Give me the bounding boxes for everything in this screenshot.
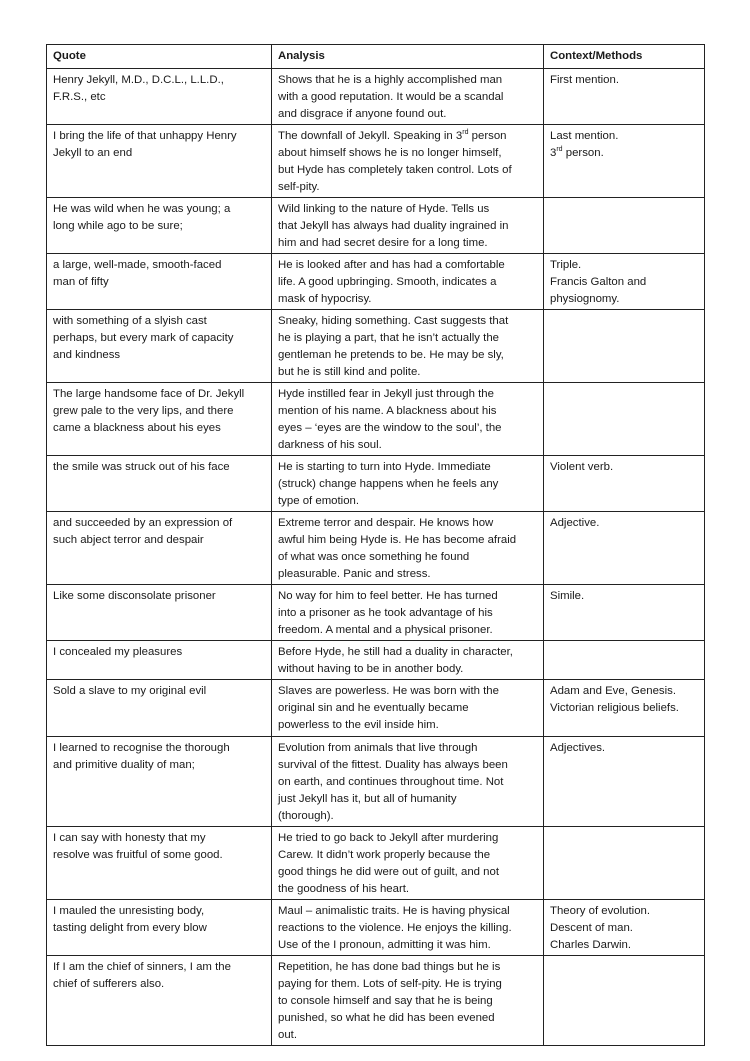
table-row bbox=[47, 900, 705, 956]
cell-line: First mention. bbox=[550, 74, 619, 86]
cell-line: (struck) change happens when he feels any bbox=[278, 478, 499, 490]
cell-line: He is looked after and has had a comfortable bbox=[278, 259, 505, 271]
table-row bbox=[47, 69, 705, 125]
cell-line: about himself shows he is no longer himself, bbox=[278, 147, 502, 159]
context-cell bbox=[544, 737, 705, 827]
cell-line: grew pale to the very lips, and there bbox=[53, 405, 234, 417]
context-cell bbox=[544, 641, 705, 680]
cell-line: The downfall of Jekyll. Speaking in 3rd person bbox=[278, 129, 507, 142]
cell-line: and disgrace if anyone found out. bbox=[278, 108, 447, 120]
quote-cell bbox=[47, 641, 272, 680]
table-row bbox=[47, 585, 705, 641]
cell-line: with something of a slyish cast bbox=[53, 315, 207, 327]
cell-line: Sneaky, hiding something. Cast suggests that bbox=[278, 315, 509, 327]
cell-line: such abject terror and despair bbox=[53, 534, 204, 546]
cell-line: Carew. It didn’t work properly because the bbox=[278, 849, 491, 861]
analysis-cell bbox=[272, 956, 544, 1046]
cell-line: Jekyll to an end bbox=[53, 147, 133, 159]
context-cell bbox=[544, 310, 705, 383]
table-row bbox=[47, 680, 705, 737]
context-cell bbox=[544, 585, 705, 641]
cell-line: Like some disconsolate prisoner bbox=[53, 590, 216, 602]
cell-line: Evolution from animals that live through bbox=[278, 742, 478, 754]
cell-line: eyes – ‘eyes are the window to the soul’, the bbox=[278, 422, 502, 434]
cell-line: Before Hyde, he still had a duality in character, bbox=[278, 646, 513, 658]
cell-line: out. bbox=[278, 1029, 297, 1041]
cell-line: came a blackness about his eyes bbox=[53, 422, 221, 434]
cell-line: Henry Jekyll, M.D., D.C.L., L.L.D., bbox=[53, 74, 224, 86]
cell-line: He is starting to turn into Hyde. Immediate bbox=[278, 461, 491, 473]
cell-line: survival of the fittest. Duality has always been bbox=[278, 759, 508, 771]
cell-line: No way for him to feel better. He has turned bbox=[278, 590, 498, 602]
cell-line: the goodness of his heart. bbox=[278, 883, 410, 895]
cell-line: mask of hypocrisy. bbox=[278, 293, 372, 305]
cell-line: F.R.S., etc bbox=[53, 91, 106, 103]
table-row bbox=[47, 641, 705, 680]
quote-cell bbox=[47, 585, 272, 641]
cell-line: with a good reputation. It would be a scandal bbox=[278, 91, 504, 103]
table-row bbox=[47, 827, 705, 900]
cell-line: chief of sufferers also. bbox=[53, 978, 165, 990]
cell-line: but Hyde has completely taken control. Lots of bbox=[278, 164, 512, 176]
cell-line: but he is still kind and polite. bbox=[278, 366, 421, 378]
analysis-cell bbox=[272, 383, 544, 456]
cell-line: I mauled the unresisting body, bbox=[53, 905, 205, 917]
cell-line: perhaps, but every mark of capacity bbox=[53, 332, 234, 344]
quote-cell bbox=[47, 198, 272, 254]
context-cell bbox=[544, 383, 705, 456]
analysis-cell bbox=[272, 254, 544, 310]
quote-cell bbox=[47, 512, 272, 585]
cell-line: Sold a slave to my original evil bbox=[53, 685, 207, 697]
context-cell bbox=[544, 125, 705, 198]
cell-line: Adjective. bbox=[550, 517, 600, 529]
cell-line: long while ago to be sure; bbox=[53, 220, 183, 232]
cell-line: self-pity. bbox=[278, 181, 320, 193]
cell-line: If I am the chief of sinners, I am the bbox=[53, 961, 231, 973]
cell-line: Descent of man. bbox=[550, 922, 633, 934]
cell-line: tasting delight from every blow bbox=[53, 922, 207, 934]
context-cell bbox=[544, 69, 705, 125]
cell-line: to console himself and say that he is being bbox=[278, 995, 493, 1007]
table-row bbox=[47, 310, 705, 383]
cell-line: that Jekyll has always had duality ingrained in bbox=[278, 220, 509, 232]
context-cell bbox=[544, 456, 705, 512]
cell-line: The large handsome face of Dr. Jekyll bbox=[53, 388, 245, 400]
cell-line: physiognomy. bbox=[550, 293, 620, 305]
context-cell bbox=[544, 956, 705, 1046]
cell-line: the smile was struck out of his face bbox=[53, 461, 230, 473]
quote-cell bbox=[47, 680, 272, 737]
context-cell bbox=[544, 198, 705, 254]
cell-line: I concealed my pleasures bbox=[53, 646, 183, 658]
context-cell bbox=[544, 827, 705, 900]
cell-line: gentleman he pretends to be. He may be sly, bbox=[278, 349, 504, 361]
analysis-cell bbox=[272, 900, 544, 956]
cell-line: type of emotion. bbox=[278, 495, 360, 507]
quote-cell bbox=[47, 254, 272, 310]
cell-line: He was wild when he was young; a bbox=[53, 203, 231, 215]
analysis-cell bbox=[272, 737, 544, 827]
cell-line: Hyde instilled fear in Jekyll just through the bbox=[278, 388, 494, 400]
cell-line: Charles Darwin. bbox=[550, 939, 632, 951]
quote-cell bbox=[47, 956, 272, 1046]
table-row bbox=[47, 512, 705, 585]
header-context: Context/Methods bbox=[544, 45, 705, 69]
cell-line: on earth, and continues throughout time. Not bbox=[278, 776, 504, 788]
context-cell bbox=[544, 512, 705, 585]
analysis-cell bbox=[272, 69, 544, 125]
cell-line: Simile. bbox=[550, 590, 585, 602]
analysis-cell bbox=[272, 456, 544, 512]
quote-cell bbox=[47, 310, 272, 383]
analysis-cell bbox=[272, 512, 544, 585]
analysis-cell bbox=[272, 827, 544, 900]
cell-line: life. A good upbringing. Smooth, indicates a bbox=[278, 276, 497, 288]
cell-line: Shows that he is a highly accomplished man bbox=[278, 74, 503, 86]
cell-line: resolve was fruitful of some good. bbox=[53, 849, 223, 861]
analysis-cell bbox=[272, 680, 544, 737]
cell-line: punished, so what he did has been evened bbox=[278, 1012, 495, 1024]
cell-line: Adjectives. bbox=[550, 742, 606, 754]
cell-line: Victorian religious beliefs. bbox=[550, 702, 679, 714]
cell-line: and primitive duality of man; bbox=[53, 759, 195, 771]
context-cell bbox=[544, 900, 705, 956]
cell-line: freedom. A mental and a physical prisoner. bbox=[278, 624, 493, 636]
cell-line: Maul – animalistic traits. He is having physical bbox=[278, 905, 510, 917]
cell-line: Adam and Eve, Genesis. bbox=[550, 685, 676, 697]
cell-line: powerless to the evil inside him. bbox=[278, 719, 439, 731]
cell-line: pleasurable. Panic and stress. bbox=[278, 568, 431, 580]
cell-line: Wild linking to the nature of Hyde. Tells us bbox=[278, 203, 490, 215]
context-cell bbox=[544, 254, 705, 310]
quote-cell bbox=[47, 827, 272, 900]
cell-line: him and had secret desire for a long time. bbox=[278, 237, 488, 249]
cell-line: mention of his name. A blackness about his bbox=[278, 405, 497, 417]
cell-line: Extreme terror and despair. He knows how bbox=[278, 517, 494, 529]
cell-line: Francis Galton and bbox=[550, 276, 647, 288]
table-header-row bbox=[47, 45, 705, 69]
cell-line: I bring the life of that unhappy Henry bbox=[53, 130, 237, 142]
analysis-cell bbox=[272, 198, 544, 254]
cell-line: just Jekyll has it, but all of humanity bbox=[278, 793, 457, 805]
quote-cell bbox=[47, 125, 272, 198]
table-row bbox=[47, 198, 705, 254]
cell-line: man of fifty bbox=[53, 276, 109, 288]
cell-line: Repetition, he has done bad things but he is bbox=[278, 961, 501, 973]
cell-line: Theory of evolution. bbox=[550, 905, 651, 917]
table-row bbox=[47, 956, 705, 1046]
cell-line: Triple. bbox=[550, 259, 582, 271]
table-row bbox=[47, 456, 705, 512]
cell-line: a large, well-made, smooth-faced bbox=[53, 259, 222, 271]
table-body bbox=[47, 69, 705, 1046]
cell-line: Last mention. bbox=[550, 130, 619, 142]
cell-line: and kindness bbox=[53, 349, 121, 361]
cell-line: into a prisoner as he took advantage of his bbox=[278, 607, 493, 619]
header-quote: Quote bbox=[47, 45, 272, 69]
cell-line: Violent verb. bbox=[550, 461, 614, 473]
cell-line: 3rd person. bbox=[550, 146, 604, 159]
quote-cell bbox=[47, 900, 272, 956]
cell-line: good things he did were out of guilt, and not bbox=[278, 866, 500, 878]
cell-line: (thorough). bbox=[278, 810, 334, 822]
analysis-cell bbox=[272, 310, 544, 383]
quote-cell bbox=[47, 737, 272, 827]
table-row bbox=[47, 737, 705, 827]
cell-line: I learned to recognise the thorough bbox=[53, 742, 230, 754]
cell-line: Use of the I pronoun, admitting it was him. bbox=[278, 939, 491, 951]
cell-line: without having to be in another body. bbox=[278, 663, 464, 675]
cell-line: I can say with honesty that my bbox=[53, 832, 206, 844]
table-row bbox=[47, 383, 705, 456]
quote-analysis-table bbox=[46, 44, 705, 1046]
cell-line: darkness of his soul. bbox=[278, 439, 382, 451]
analysis-cell bbox=[272, 641, 544, 680]
cell-line: paying for them. Lots of self-pity. He is trying bbox=[278, 978, 502, 990]
cell-line: and succeeded by an expression of bbox=[53, 517, 233, 529]
table-row bbox=[47, 254, 705, 310]
quote-cell bbox=[47, 456, 272, 512]
cell-line: he is playing a part, that he isn’t actually the bbox=[278, 332, 499, 344]
cell-line: Slaves are powerless. He was born with the bbox=[278, 685, 499, 697]
cell-line: original sin and he eventually became bbox=[278, 702, 469, 714]
table-row bbox=[47, 125, 705, 198]
cell-line: reactions to the violence. He enjoys the killing. bbox=[278, 922, 512, 934]
cell-line: awful him being Hyde is. He has become afraid bbox=[278, 534, 517, 546]
analysis-cell bbox=[272, 585, 544, 641]
cell-line: of what was once something he found bbox=[278, 551, 470, 563]
quote-cell bbox=[47, 383, 272, 456]
analysis-cell bbox=[272, 125, 544, 198]
header-analysis: Analysis bbox=[272, 45, 544, 69]
quote-cell bbox=[47, 69, 272, 125]
cell-line: He tried to go back to Jekyll after murdering bbox=[278, 832, 499, 844]
context-cell bbox=[544, 680, 705, 737]
